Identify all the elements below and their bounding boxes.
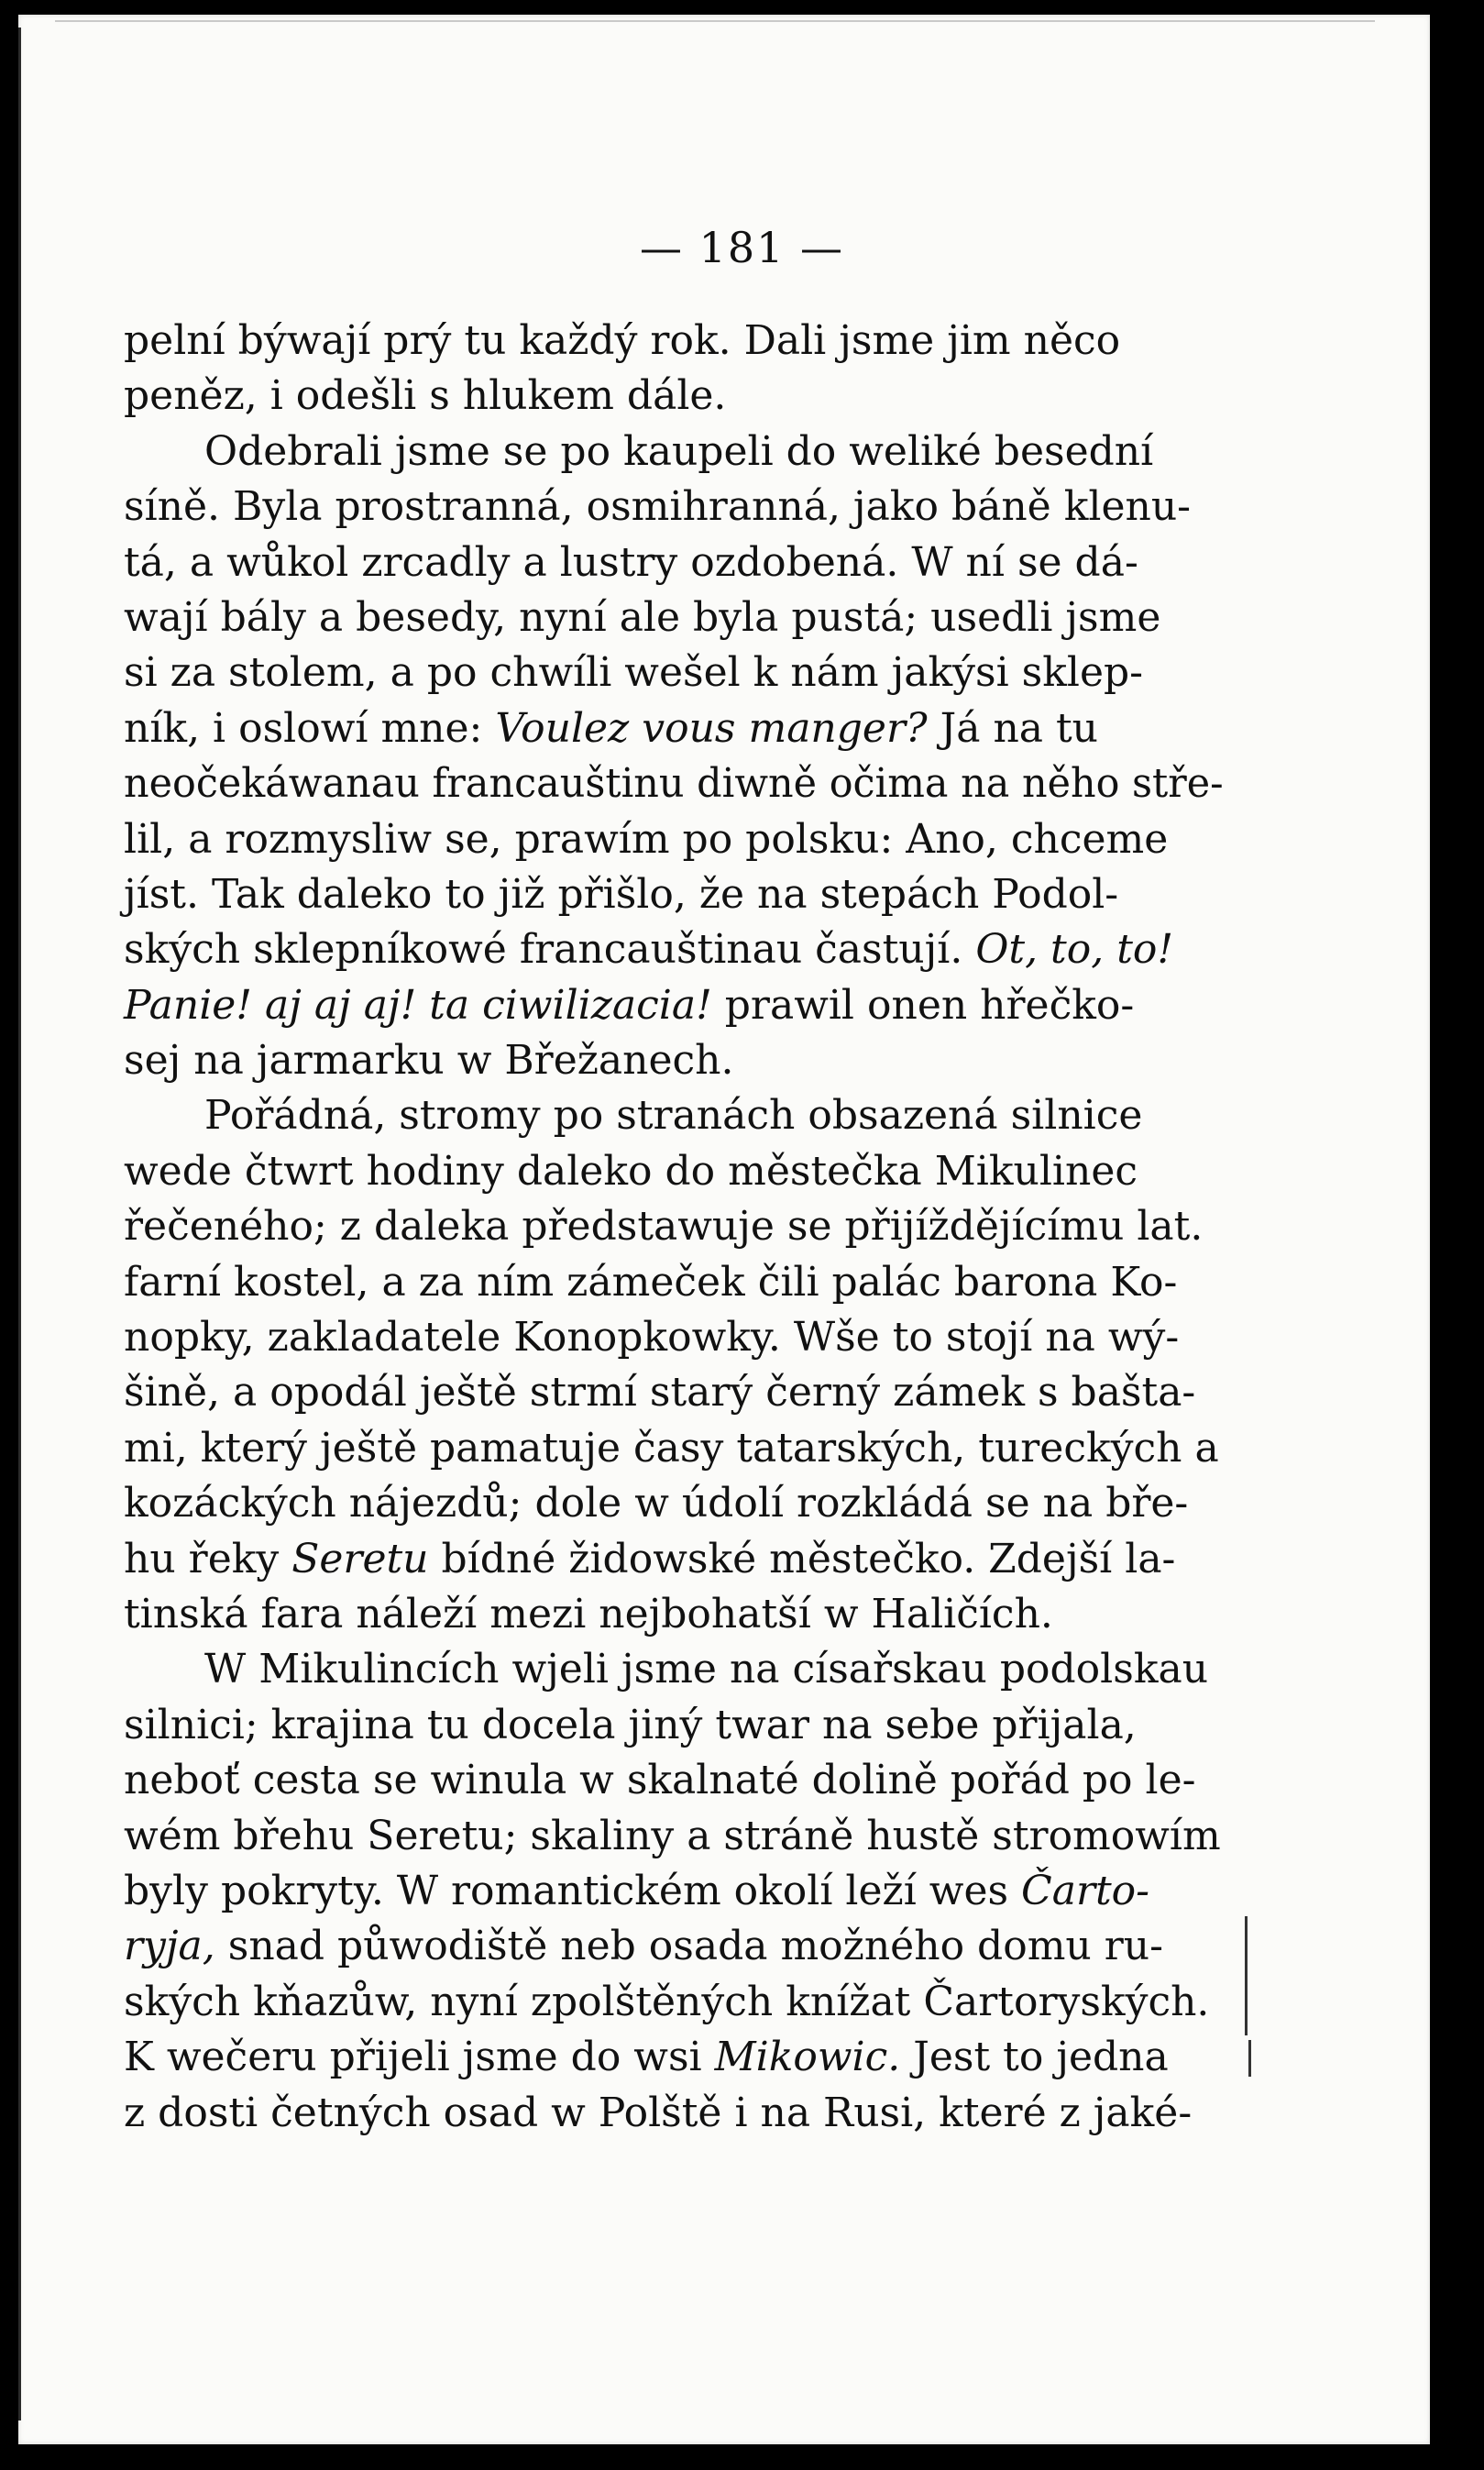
line-text: bídné židowské městečko. Zdejší la- — [428, 1535, 1176, 1582]
text-line — [124, 922, 1224, 977]
text-line — [124, 978, 1224, 1033]
line-text: prawil onen hřečko- — [711, 981, 1135, 1029]
line-text: z dosti četných osad w Polště i na Rusi, které z jaké- — [124, 2089, 1193, 2136]
line-text: sej na jarmarku w Břežanech. — [124, 1037, 734, 1085]
text-line — [124, 1642, 1224, 1697]
text-line — [124, 701, 1224, 756]
italic-text: Ot, to, to! — [975, 926, 1174, 974]
line-text: wede čtwrt hodiny daleko do městečka Mikulinec — [124, 1147, 1138, 1195]
text-line — [124, 867, 1224, 922]
text-line — [124, 2030, 1224, 2085]
page-top-edge — [55, 20, 1375, 22]
margin-mark — [1248, 2040, 1251, 2077]
line-text: Odebrali jsme se po kaupeli do weliké besední — [204, 427, 1154, 475]
text-line — [124, 1975, 1224, 2030]
text-line — [124, 1753, 1224, 1808]
line-text: hu řeky — [124, 1535, 292, 1582]
text-line — [124, 645, 1224, 700]
text-line — [124, 1476, 1224, 1531]
line-text: jíst. Tak daleko to již přišlo, že na stepách Podol- — [124, 870, 1119, 918]
line-text: peněz, i odešli s hlukem dále. — [124, 372, 727, 420]
line-text: Jest to jedna — [900, 2034, 1169, 2081]
line-text: ník, i oslowí mne: — [124, 704, 496, 752]
line-text: farní kostel, a za ním zámeček čili palác barona Ko- — [124, 1258, 1178, 1306]
text-line — [124, 1864, 1224, 1919]
text-line — [124, 1587, 1224, 1642]
line-text: nopky, zakladatele Konopkowky. Wše to stojí na wý- — [124, 1314, 1180, 1362]
text-line — [124, 1255, 1224, 1310]
line-text: K wečeru přijeli jsme do wsi — [124, 2034, 715, 2081]
line-text: byly pokryty. W romantickém okolí leží wes — [124, 1867, 1022, 1914]
text-line — [124, 1698, 1224, 1753]
italic-text: ryja, — [124, 1923, 215, 1970]
line-text: si za stolem, a po chwíli wešel k nám jakýsi sklep- — [124, 649, 1144, 697]
line-text: mi, který ještě pamatuje časy tatarských, tureckých a — [124, 1424, 1219, 1472]
italic-text: Voulez vous manger? — [495, 704, 928, 752]
line-text: lil, a rozmysliw se, prawím po polsku: Ano, chceme — [124, 815, 1169, 863]
text-line — [124, 1144, 1224, 1199]
line-text: wém břehu Seretu; skaliny a stráně hustě stromowím — [124, 1812, 1221, 1859]
text-line — [124, 425, 1224, 480]
line-text: wají bály a besedy, nyní ale byla pustá; usedli jsme — [124, 593, 1161, 641]
line-text: pelní býwají prý tu každý rok. Dali jsme jim něco — [124, 317, 1121, 364]
text-line — [124, 314, 1224, 369]
line-text: snad půwodiště neb osada možného domu ru- — [214, 1923, 1163, 1970]
line-text: neboť cesta se winula w skalnaté dolině pořád po le- — [124, 1757, 1196, 1804]
text-line — [124, 756, 1224, 811]
text-line — [124, 1919, 1224, 1974]
margin-mark — [1245, 1916, 1248, 2035]
page-number: — 181 — — [639, 223, 845, 272]
text-line — [124, 1310, 1224, 1365]
line-text: tinská fara náleží mezi nejbohatší w Haličích. — [124, 1590, 1053, 1637]
line-text: síně. Byla prostranná, osmihranná, jako báně klenu- — [124, 483, 1192, 531]
text-line — [124, 1088, 1224, 1143]
text-line — [124, 480, 1224, 535]
italic-text: Mikowic. — [714, 2034, 901, 2081]
text-line — [124, 1033, 1224, 1088]
line-text: Já na tu — [927, 704, 1099, 752]
text-line — [124, 1532, 1224, 1587]
text-line — [124, 2086, 1224, 2141]
line-text: kozáckých nájezdů; dole w údolí rozkládá se na bře- — [124, 1480, 1189, 1527]
text-line — [124, 812, 1224, 867]
body-text — [124, 314, 1224, 2141]
line-text: tá, a wůkol zrcadly a lustry ozdobená. W ní se dá- — [124, 538, 1138, 586]
text-line — [124, 535, 1224, 590]
text-line — [124, 1809, 1224, 1864]
line-text: ských sklepníkowé francauštinau častují. — [124, 926, 976, 974]
line-text: ských kňazůw, nyní zpolštěných knížat Čartoryských. — [124, 1978, 1210, 2025]
italic-text: Panie! aj aj aj! ta ciwilizacia! — [124, 981, 712, 1029]
line-text: řečeného; z daleka předstawuje se přijíždějícímu lat. — [124, 1203, 1204, 1251]
line-text: silnici; krajina tu docela jiný twar na sebe přijala, — [124, 1701, 1137, 1748]
text-line — [124, 1199, 1224, 1254]
italic-text: Seretu — [291, 1535, 429, 1582]
text-line — [124, 369, 1224, 424]
text-line — [124, 1365, 1224, 1420]
line-text: šině, a opodál ještě strmí starý černý zámek s bašta- — [124, 1369, 1196, 1417]
line-text: neočekáwanau francauštinu diwně očima na něho stře- — [124, 760, 1224, 808]
line-text: W Mikulincích wjeli jsme na císařskau podolskau — [204, 1646, 1209, 1693]
line-text: Pořádná, stromy po stranách obsazená silnice — [204, 1092, 1143, 1140]
text-line — [124, 1421, 1224, 1476]
italic-text: Čarto- — [1021, 1867, 1150, 1914]
text-line — [124, 590, 1224, 645]
page-edge-shadow — [18, 28, 21, 2420]
